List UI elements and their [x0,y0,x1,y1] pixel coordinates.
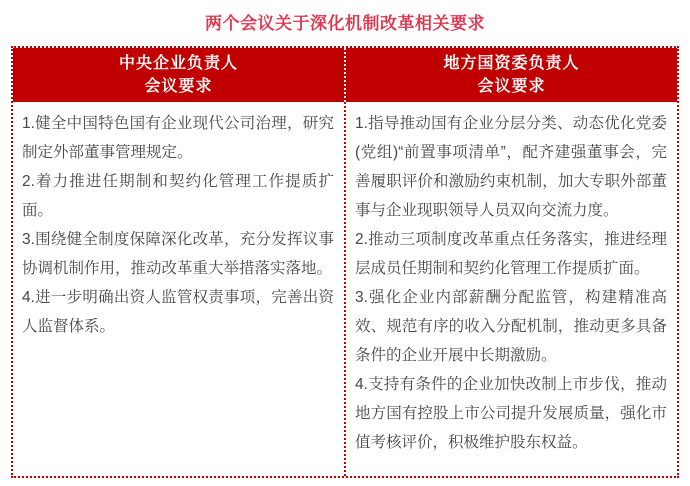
requirement-item: 1.指导推动国有企业分层分类、动态优化党委(党组)“前置事项清单”，配齐建强董事会，完善履职评价和激励约束机制，加大专职外部董事与企业现职领导人员双向交流力度。 [355,115,667,219]
requirement-item: 2.推动三项制度改革重点任务落实，推进经理层成员任期制和契约化管理工作提质扩面。 [355,231,667,277]
header-line-1: 地方国资委负责人 [443,55,580,72]
requirement-item: 2.着力推进任期制和契约化管理工作提质扩面。 [22,173,334,219]
requirements-table [11,46,679,478]
header-line-2: 会议要求 [477,78,546,95]
requirement-item: 3.强化企业内部薪酬分配监管，构建精准高效、规范有序的收入分配机制，推动更多具备条件的企业开展中长期激励。 [355,289,667,364]
header-line-1: 中央企业负责人 [118,55,238,72]
requirement-item: 4.进一步明确出资人监管权责事项，完善出资人监督体系。 [22,289,334,335]
table-header-row [13,48,677,102]
header-local-sasac-leaders [346,48,677,102]
local-sasac-requirements-cell [346,102,677,476]
central-soe-requirements-cell [13,102,346,476]
table-body-row [13,102,677,476]
page-title: 两个会议关于深化机制改革相关要求 [205,14,485,33]
header-central-soe-leaders [13,48,346,102]
requirement-item: 3.围绕健全制度保障深化改革，充分发挥议事协调机制作用，推动改革重大举措落实落地。 [22,231,334,277]
header-line-2: 会议要求 [144,78,213,95]
requirement-item: 4.支持有条件的企业加快改制上市步伐，推动地方国有控股上市公司提升发展质量，强化市值考核评价，积极维护股东权益。 [355,376,667,451]
requirement-item: 1.健全中国特色国有企业现代公司治理，研究制定外部董事管理规定。 [22,115,334,161]
